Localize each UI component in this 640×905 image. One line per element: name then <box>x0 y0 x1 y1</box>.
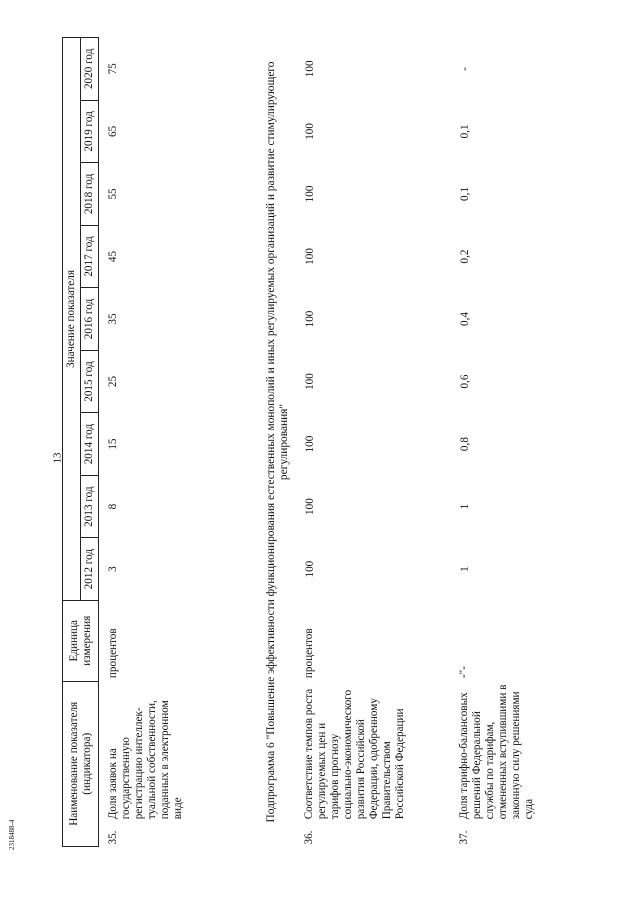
row-value: 100 <box>304 310 316 328</box>
row-value: 1 <box>459 566 471 572</box>
row-value: 0,2 <box>459 249 471 264</box>
row-value: 8 <box>107 503 119 510</box>
row-value: 25 <box>107 375 119 388</box>
header-year: 2015 год <box>81 350 99 413</box>
header-unit: Единица измерения <box>63 600 99 681</box>
row-number: 36. <box>303 830 315 845</box>
rotated-table-container <box>62 37 617 847</box>
header-year: 2016 год <box>81 288 99 351</box>
row-value: 100 <box>304 498 316 515</box>
row-value: 100 <box>304 185 316 203</box>
header-indicator-name: Наименование показателя (индикатора) <box>63 681 99 846</box>
row-value: 0,1 <box>459 186 471 201</box>
header-year: 2013 год <box>81 475 99 538</box>
row-value: 55 <box>107 188 119 200</box>
row-indicator-name: Соответствие темпов роста регулируемых цен и тарифов прогнозу социально-экономического развития Российской Федерации, одобренному Правительством Российской Федерации <box>303 688 406 820</box>
row-value: 100 <box>304 248 316 265</box>
header-values-group: Значение показателя <box>63 38 81 601</box>
row-number: 35. <box>107 830 119 845</box>
row-value: 100 <box>304 435 316 453</box>
row-unit: -"- <box>458 666 470 679</box>
row-value: 65 <box>107 125 119 137</box>
row-value: 15 <box>107 438 119 450</box>
row-indicator-name: Доля тарифно-балансовых решений Федеральной службы по тарифам, отмененных вступившими в законную силу решениями суда <box>458 684 535 820</box>
table-row <box>456 38 581 847</box>
table-row <box>99 38 258 847</box>
header-year: 2020 год <box>81 38 99 101</box>
row-value: 0,8 <box>459 437 471 452</box>
row-unit: процентов <box>303 628 315 679</box>
header-year: 2012 год <box>81 538 99 601</box>
row-unit: процентов <box>107 628 119 679</box>
row-value: 35 <box>107 313 119 325</box>
header-year: 2019 год <box>81 100 99 163</box>
row-value: 0,1 <box>459 124 471 139</box>
table-row <box>301 38 456 847</box>
row-value: 75 <box>107 63 119 75</box>
row-value: 3 <box>107 566 119 572</box>
row-value: - <box>459 66 471 71</box>
row-value: 0,4 <box>459 312 471 326</box>
subprogram-row <box>257 38 301 847</box>
row-value: 100 <box>304 60 316 78</box>
row-value: 100 <box>304 373 316 390</box>
row-value: 0,6 <box>459 374 471 389</box>
page-number: 13 <box>51 452 64 464</box>
subprogram-title: Подпрограмма 6 "Повышение эффективности функционирования естественных монополий и иных регулируемых организаций и развитие стимулирующего регулирования" <box>265 61 290 823</box>
header-year: 2014 год <box>81 413 99 476</box>
header-year: 2017 год <box>81 225 99 288</box>
header-year: 2018 год <box>81 163 99 226</box>
row-value: 100 <box>304 560 316 578</box>
document-code: 2318488-4 <box>8 819 16 850</box>
indicators-table <box>62 37 581 847</box>
row-indicator-name: Доля заявок на государственную регистрацию интеллек-туальной собственности, поданных в электронном виде <box>107 700 184 820</box>
row-value: 1 <box>459 503 471 510</box>
row-number: 37. <box>458 830 470 845</box>
row-value: 100 <box>304 123 316 140</box>
row-value: 45 <box>107 250 119 263</box>
